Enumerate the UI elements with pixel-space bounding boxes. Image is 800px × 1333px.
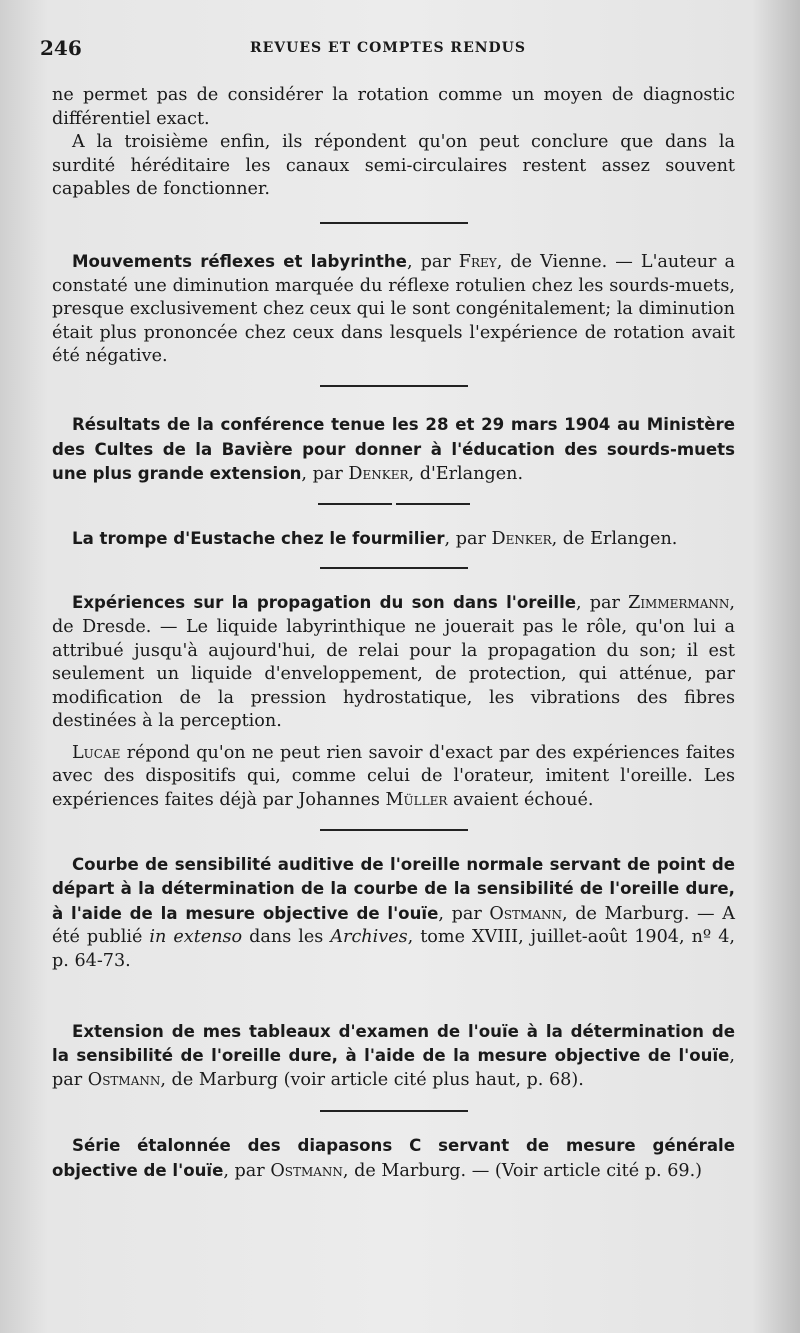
section-title: Extension de mes tableaux d'examen de l'ouïe à la détermination de la sensibilité de l'oreille dure, à l'aide de la mesure objective de l'ouïe	[52, 1021, 735, 1066]
author-name: Ostmann	[87, 1069, 161, 1090]
section-title: La trompe d'Eustache chez le fourmilier	[72, 528, 445, 548]
section-title: Expériences sur la propagation du son dans l'oreille	[72, 593, 577, 613]
author-name: Müller	[385, 790, 448, 811]
intro-paragraph-1: ne permet pas de considérer la rotation comme un moyen de diagnostic différentiel exact.	[52, 85, 735, 129]
page-body	[52, 84, 735, 1184]
section-extension-tableaux: Extension de mes tableaux d'examen de l'ouïe à la détermination de la sensibilité de l'oreille dure, à l'aide de la mesure objective de l'ouïe, par Ostmann, de Marburg (voir article cité plus haut, p. 68).	[52, 1021, 735, 1090]
intro-paragraph-2: A la troisième enfin, ils répondent qu'on peut conclure que dans la surdité héréditaire les canaux semi-circulaires restent assez souvent capables de fonctionner.	[52, 132, 735, 200]
section-title: Courbe de sensibilité auditive de l'oreille normale servant de point de départ à la détermination de la courbe de la sensibilité de l'oreille dure, à l'aide de la mesure objective de l'ouïe	[52, 854, 735, 923]
section-resultats-conference: Résultats de la conférence tenue les 28 et 29 mars 1904 au Ministère des Cultes de la Bavière pour donner à l'éducation des sourds-muets une plus grande extension, par Denker, d'Erlangen.	[52, 414, 735, 485]
author-name: Ostmann	[270, 1161, 343, 1181]
author-name: Zimmermann	[628, 593, 730, 614]
author-name: Denker	[491, 528, 552, 549]
section-title: Résultats de la conférence tenue les 28 et 29 mars 1904 au Ministère des Cultes de la Bavière pour donner à l'éducation des sourds-muets une plus grande extension	[52, 414, 735, 484]
section-title: Série étalonnée des diapasons C servant de mesure générale objective de l'ouïe	[52, 1136, 735, 1180]
author-name: Denker	[348, 464, 409, 485]
running-head: REVUES ET COMPTES RENDUS	[250, 40, 526, 56]
section-serie-diapasons: Série étalonnée des diapasons C servant de mesure générale objective de l'ouïe, par Ostmann, de Marburg. — (Voir article cité p. 69.)	[52, 1136, 735, 1181]
author-name: Frey	[458, 251, 497, 272]
section-trompe-eustache: La trompe d'Eustache chez le fourmilier, par Denker, de Erlangen.	[72, 528, 678, 549]
section-title: Mouvements réflexes et labyrinthe	[72, 251, 407, 271]
author-name: Lucae	[72, 742, 121, 763]
section-experiences-propagation: Expériences sur la propagation du son dans l'oreille, par Zimmermann, de Dresde. — Le liquide labyrinthique ne jouerait pas le rôle, qu'on lui a attribué jusqu'à aujourd'hui, de relai pour la propagation du son; il est seulement un liquide d'enveloppement, de protection, qui atténue, par modification de la pression hydrostatique, les vibrations des fibres destinées à la perception.	[52, 593, 735, 732]
page-number: 246	[40, 36, 82, 60]
author-name: Ostmann	[489, 903, 563, 924]
section-mouvements-reflexes: Mouvements réflexes et labyrinthe, par Frey, de Vienne. — L'auteur a constaté une diminution marquée du réflexe rotulien chez les sourds-muets, presque exclusivement chez ceux qui le sont congénitalement; la diminution était plus prononcée chez ceux dans lesquels l'expérience de rotation avait été négative.	[52, 251, 735, 367]
page-header	[40, 36, 752, 66]
section-courbe-sensibilite: Courbe de sensibilité auditive de l'oreille normale servant de point de départ à la détermination de la courbe de la sensibilité de l'oreille dure, à l'aide de la mesure objective de l'ouïe, par Ostmann, de Marburg. — A été publié in extenso dans les Archives, tome XVIII, juillet-août 1904, nº 4, p. 64-73.	[52, 854, 735, 972]
reply-paragraph: Lucae répond qu'on ne peut rien savoir d'exact par des expériences faites avec des dispositifs qui, comme celui de l'orateur, imitent l'oreille. Les expériences faites déjà par Johannes Müller avaient échoué.	[52, 742, 735, 811]
section-divider	[318, 503, 470, 505]
